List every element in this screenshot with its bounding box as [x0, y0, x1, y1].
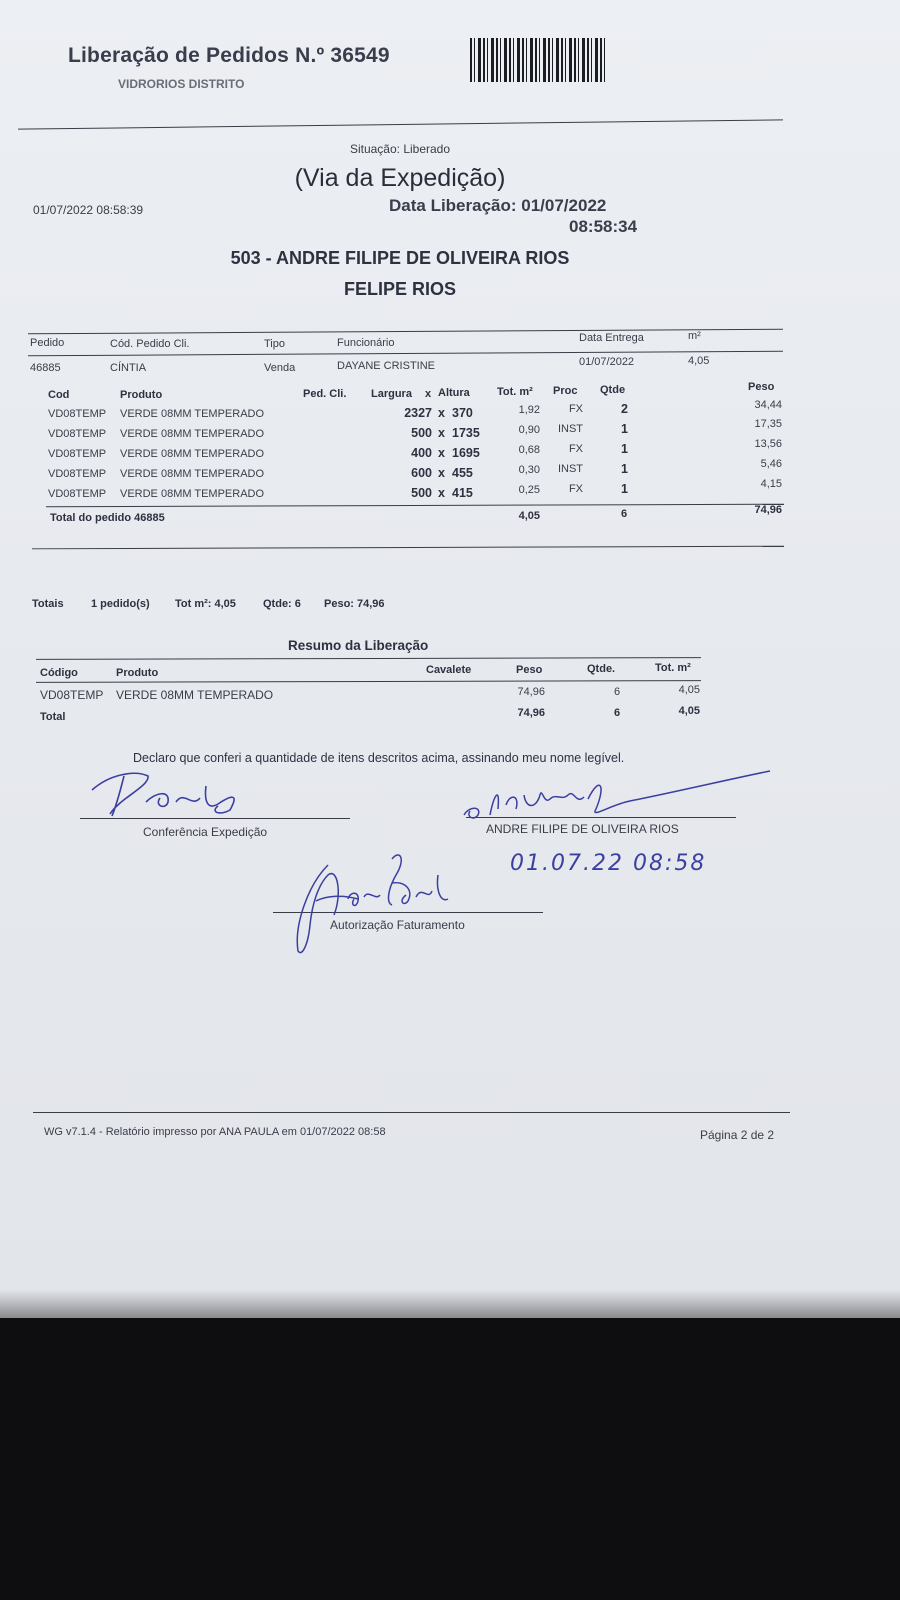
client-nickname: FELIPE RIOS [343, 279, 457, 299]
release-date: Data Liberação: 01/07/2022 [389, 196, 607, 215]
item-3-produto: VERDE 08MM TEMPERADO [120, 448, 265, 460]
copy-label: (Via da Expedição) [294, 164, 506, 192]
footer-rule [33, 1112, 790, 1113]
items-col-cod: Cod [48, 389, 70, 401]
summary-total-qtde: 6 [614, 707, 621, 719]
signature-conferencia [80, 762, 280, 822]
items-col-largura: Largura [371, 388, 412, 400]
item-5-altura: 415 [452, 486, 473, 500]
totals-qtde: Qtde: 6 [263, 598, 301, 610]
summary-row-produto: VERDE 08MM TEMPERADO [116, 688, 274, 702]
totals-peso: Peso: 74,96 [324, 598, 385, 610]
item-3-altura: 1695 [452, 446, 480, 460]
col-funcionario: Funcionário [337, 337, 395, 349]
signature-label-left: Conferência Expedição [143, 825, 268, 839]
item-4-cod: VD08TEMP [48, 468, 107, 480]
col-data-entrega: Data Entrega [579, 332, 644, 344]
summary-col-produto: Produto [116, 667, 159, 679]
order-employee: DAYANE CRISTINE [337, 360, 435, 372]
summary-col-cavalete: Cavalete [426, 664, 472, 676]
order-client-code: CÍNTIA [110, 362, 147, 374]
items-col-ped-cli: Ped. Cli. [303, 388, 347, 400]
signature-label-bottom: Autorização Faturamento [330, 918, 465, 932]
item-5-proc: FX [568, 483, 583, 495]
page-number: Página 2 de 2 [700, 1128, 775, 1142]
order-mid-rule [28, 351, 783, 357]
items-col-qtde: Qtde [600, 384, 626, 396]
order-m2: 4,05 [688, 355, 710, 367]
summary-row-codigo: VD08TEMP [40, 688, 104, 702]
items-total-rule [46, 504, 784, 508]
summary-row-qtde: 6 [614, 686, 621, 698]
item-2-qtde: 1 [621, 422, 628, 436]
summary-col-codigo: Código [40, 667, 78, 679]
items-col-proc: Proc [553, 385, 578, 397]
item-2-peso: 17,35 [754, 418, 782, 430]
col-pedido: Pedido [30, 337, 65, 349]
order-top-rule [28, 329, 783, 335]
barcode [470, 38, 605, 82]
summary-row-peso: 74,96 [517, 686, 545, 698]
order-total-qtde: 6 [621, 508, 628, 520]
item-4-altura: 455 [452, 466, 473, 480]
status-text: Situação: Liberado [349, 142, 451, 156]
item-3-largura: 400 [411, 446, 432, 460]
summary-title: Resumo da Liberação [288, 638, 429, 653]
item-1-tot: 1,92 [518, 404, 540, 416]
declaration-text: Declaro que conferi a quantidade de itens descritos acima, assinando meu nome legível. [133, 751, 625, 765]
summary-row-tot: 4,05 [678, 684, 700, 696]
items-col-peso: Peso [748, 381, 775, 393]
summary-col-peso: Peso [516, 664, 543, 676]
item-4-produto: VERDE 08MM TEMPERADO [120, 468, 265, 480]
item-5-produto: VERDE 08MM TEMPERADO [120, 488, 265, 500]
order-total-label: Total do pedido 46885 [50, 512, 165, 524]
col-cod-pedido-cli: Cód. Pedido Cli. [110, 338, 190, 350]
item-5-tot: 0,25 [518, 484, 540, 496]
summary-col-tot: Tot. m² [655, 662, 691, 674]
item-1-cod: VD08TEMP [48, 408, 107, 420]
item-1-qtde: 2 [621, 402, 628, 416]
background-shadow [0, 1290, 900, 1350]
print-timestamp: 01/07/2022 08:58:39 [33, 203, 144, 217]
item-1-produto: VERDE 08MM TEMPERADO [120, 408, 265, 420]
item-4-qtde: 1 [621, 462, 628, 476]
item-5-qtde: 1 [621, 482, 628, 496]
item-3-tot: 0,68 [518, 444, 540, 456]
item-4-proc: INST [557, 463, 583, 475]
items-col-altura: Altura [438, 387, 470, 399]
items-col-x: x [425, 388, 432, 400]
totals-label: Totais [32, 598, 64, 610]
signature-autorizacao [288, 845, 488, 960]
items-col-tot: Tot. m² [497, 386, 533, 398]
summary-mid-rule [36, 680, 701, 683]
item-3-proc: FX [568, 443, 583, 455]
item-1-proc: FX [568, 403, 583, 415]
release-time: 08:58:34 [569, 217, 638, 236]
footer-printed-by: WG v7.1.4 - Relatório impresso por ANA PAULA em 01/07/2022 08:58 [44, 1126, 386, 1138]
order-type: Venda [264, 362, 296, 374]
summary-total-tot: 4,05 [678, 705, 700, 717]
item-3-cod: VD08TEMP [48, 448, 107, 460]
item-2-cod: VD08TEMP [48, 428, 107, 440]
items-col-produto: Produto [120, 389, 163, 401]
handwritten-date: 01.07.22 08:58 [510, 851, 707, 876]
col-m2: m² [688, 330, 701, 342]
item-4-peso: 5,46 [760, 458, 782, 470]
summary-top-rule [36, 657, 701, 660]
item-4-tot: 0,30 [518, 464, 540, 476]
summary-total-peso: 74,96 [517, 707, 545, 719]
summary-col-qtde: Qtde. [587, 663, 616, 675]
item-2-tot: 0,90 [518, 424, 540, 436]
item-2-largura: 500 [411, 426, 432, 440]
item-1-largura: 2327 [404, 406, 432, 420]
company-name: VIDRORIOS DISTRITO [118, 77, 245, 91]
item-3-qtde: 1 [621, 442, 628, 456]
document-title: Liberação de Pedidos N.º 36549 [68, 44, 390, 67]
item-2-proc: INST [557, 423, 583, 435]
summary-total-label: Total [40, 711, 66, 723]
document-page: Liberação de Pedidos N.º 36549 VIDRORIOS DISTRITO Situação: Liberado (Via da Expedição) 01/07/2022 08:58:39 Data Liberação: 01/07/2022 08:58:34 503 - ANDRE FILIPE DE OLIVEIRA RIOS FELIPE RIOS Pedido Cód. Pedido Cli. Tipo Funcionário Data Entrega m² 46885 CÍNTIA Venda DAYANE CRISTINE 01/07/2022 4,05 Cod Produto Ped. Cli. Largura x Altura Tot. m² Proc Qtde Peso VD08TEMP VERDE 08MM TEMPERADO 2327 x 370 1,92 FX 2 34,44 VD08TEMP VERDE 08MM TEMPERADO 500 x 1735 0,90 INST 1 17,35 VD08TEMP VERDE 08MM TEMPERADO 400 x 1695 0,68 FX 1 13,56 VD08TEMP VERDE 08MM TEMPERADO 600 x 455 0,30 INST 1 5,46 VD08TEMP VERDE 08MM TEMPERADO 500 x 415 0,25 FX 1 4,15 Total do pedido 46885 4,05 6 74,96 Totais 1 pedido(s) Tot m²: 4,05 Qtde: 6 Peso: 74,96 Resumo da Liberação Código Produto Cavalete Peso Qtde. Tot. m² VD08TEMP VERDE 08MM TEMPERADO 74,96 6 4,05 Total 74,96 6 4,05 Declaro que conferi a quantidade de itens descritos acima, assinando meu nome legível. Conferência Expedição ANDRE FILIPE DE OLIVEIRA RIOS Autorização Faturamento 01.07.22 08:58 WG v7.1.4 - Relatório impresso por ANA PAULA em 01/07/2022 08:58 Página 2 de 2 [0, 0, 900, 1318]
totals-m2: Tot m²: 4,05 [175, 598, 236, 610]
order-total-m2: 4,05 [518, 510, 540, 522]
signature-client [460, 765, 780, 825]
item-1-peso: 34,44 [754, 399, 782, 411]
client-name: 503 - ANDRE FILIPE DE OLIVEIRA RIOS [230, 248, 570, 268]
signature-label-right: ANDRE FILIPE DE OLIVEIRA RIOS [486, 822, 679, 836]
order-bottom-rule [32, 546, 784, 550]
order-total-peso: 74,96 [754, 504, 782, 516]
header-divider [18, 119, 783, 129]
item-1-altura: 370 [452, 406, 473, 420]
totals-pedidos: 1 pedido(s) [91, 598, 150, 610]
item-4-largura: 600 [411, 466, 432, 480]
item-2-altura: 1735 [452, 426, 480, 440]
col-tipo: Tipo [264, 338, 285, 350]
item-2-produto: VERDE 08MM TEMPERADO [120, 428, 265, 440]
order-delivery-date: 01/07/2022 [579, 356, 635, 368]
order-number: 46885 [30, 362, 61, 374]
item-5-peso: 4,15 [760, 478, 782, 490]
item-5-cod: VD08TEMP [48, 488, 107, 500]
item-3-peso: 13,56 [754, 438, 782, 450]
item-5-largura: 500 [411, 486, 432, 500]
